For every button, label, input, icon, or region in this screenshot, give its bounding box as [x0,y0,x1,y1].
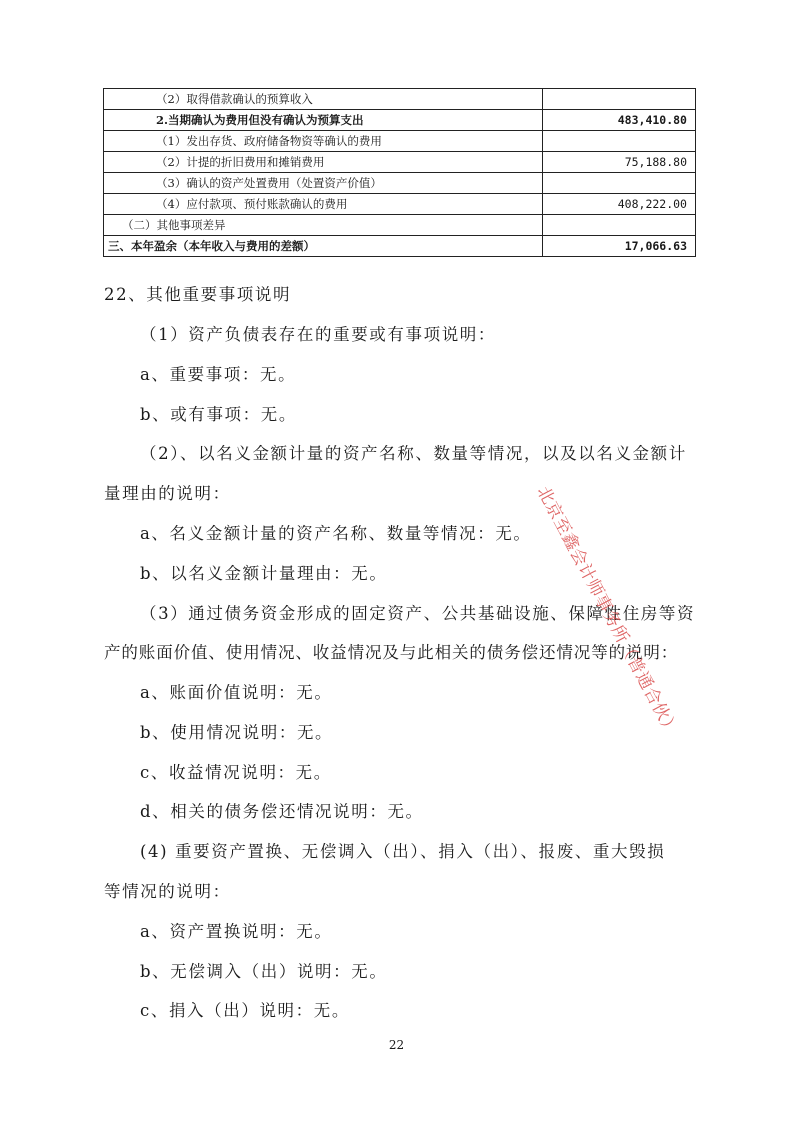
row-label: （1）发出存货、政府储备物资等确认的费用 [104,131,543,152]
paragraph-3d: d、相关的债务偿还情况说明：无。 [140,802,424,821]
paragraph-1a: a、重要事项：无。 [140,365,297,384]
paragraph-3b: b、使用情况说明：无。 [140,723,334,742]
paragraph-4-line1: (4) 重要资产置换、无偿调入（出）、捐入（出）、报废、重大毁损 [140,842,666,861]
paragraph-2-line1: （2）、以名义金额计量的资产名称、数量等情况，以及以名义金额计 [140,444,687,463]
paragraph-2a: a、名义金额计量的资产名称、数量等情况：无。 [140,524,532,543]
table-row [104,173,696,194]
table-row [104,215,696,236]
row-value: 483,410.80 [543,110,696,131]
table-row [104,89,696,110]
row-label: （2）取得借款确认的预算收入 [104,89,543,110]
paragraph-1b: b、或有事项：无。 [140,405,297,424]
row-value: 408,222.00 [543,194,696,215]
row-label: 三、本年盈余（本年收入与费用的差额） [104,236,543,257]
table-row [104,194,696,215]
paragraph-2b: b、以名义金额计量理由：无。 [140,564,388,583]
row-value: 75,188.80 [543,152,696,173]
row-value [543,173,696,194]
paragraph-4c: c、捐入（出）说明：无。 [140,1001,350,1020]
table-row [104,152,696,173]
row-label: （3）确认的资产处置费用（处置资产价值） [104,173,543,194]
paragraph-4-line2: 等情况的说明： [104,882,231,901]
row-label: 2.当期确认为费用但没有确认为预算支出 [104,110,543,131]
table-row [104,236,696,257]
paragraph-3a: a、账面价值说明：无。 [140,683,333,702]
row-value: 17,066.63 [543,236,696,257]
paragraph-1: （1）资产负债表存在的重要或有事项说明： [140,325,496,344]
table-row [104,131,696,152]
auditor-stamp: 北京至鑫会计师事务所（普通合伙） [532,483,682,740]
row-label: （4）应付款项、预付账款确认的费用 [104,194,543,215]
paragraph-4b: b、无偿调入（出）说明：无。 [140,962,388,981]
row-value [543,215,696,236]
paragraph-3-line1: （3）通过债务资金形成的固定资产、公共基础设施、保障性住房等资 [140,604,696,623]
table-body [104,89,696,257]
paragraph-4a: a、资产置换说明：无。 [140,922,333,941]
section-heading: 22、其他重要事项说明 [104,285,292,304]
row-label: （二）其他事项差异 [104,215,543,236]
reconciliation-table [103,88,696,257]
paragraph-3c: c、收益情况说明：无。 [140,763,332,782]
page-number: 22 [388,1038,405,1052]
row-label: （2）计提的折旧费用和摊销费用 [104,152,543,173]
table-row [104,110,696,131]
paragraph-3-line2: 产的账面价值、使用情况、收益情况及与此相关的债务偿还情况等的说明： [104,643,679,662]
row-value [543,131,696,152]
row-value [543,89,696,110]
paragraph-2-line2: 量理由的说明： [104,484,231,503]
